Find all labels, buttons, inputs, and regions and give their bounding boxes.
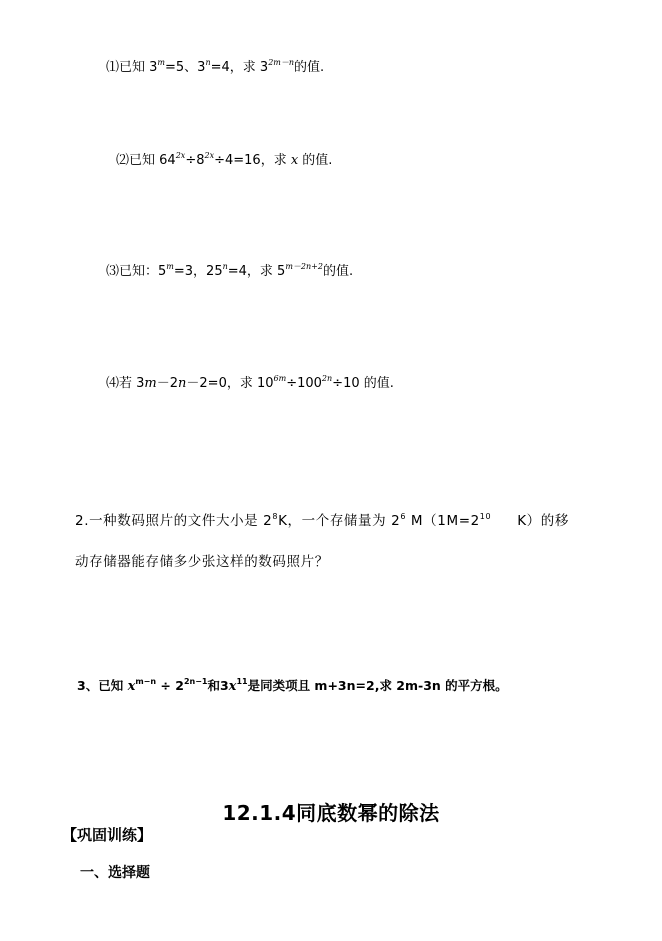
problem-3: ⑶已知：$5^m=3$，$25^n=4$，求 $5^{m-2n+2}$的值.	[106, 262, 354, 279]
problem-2: ⑵已知 $64^{2x}\div 8^{2x}\div 4=16$，求 x 的值.	[116, 151, 333, 168]
section-heading: 一、选择题	[80, 865, 150, 881]
problem-1-number: ⑴	[106, 60, 120, 75]
question-3: 3、已知 $x^{m-n} \div 2^{2n-1}$和$3x^{11}$是同类项且 m+3n=2,求 2m-3n 的平方根。	[77, 677, 508, 694]
question-2-line-1: 2.一种数码照片的文件大小是 $2^8K$，一个存储量为 $2^6$ $M(1M=2^{10}$ K）的移	[75, 512, 569, 529]
problem-3-number: ⑶	[106, 264, 120, 279]
question-2-line-2: 动存储器能存储多少张这样的数码照片？	[75, 554, 329, 570]
problem-2-number: ⑵	[116, 153, 130, 168]
problem-4-number: ⑷	[106, 376, 120, 391]
section-bracket-label: 【巩固训练】	[62, 826, 153, 844]
section-title: 12.1.4同底数幂的除法	[222, 801, 440, 825]
problem-1: ⑴已知 $3^m=5$、$3^n=4$，求 $3^{2m-n}$的值.	[106, 58, 325, 75]
problem-4: ⑷若 3m－2n－2=0，求 $10^{6m}\div 100^{2n}\div 10$ 的值.	[106, 374, 394, 391]
